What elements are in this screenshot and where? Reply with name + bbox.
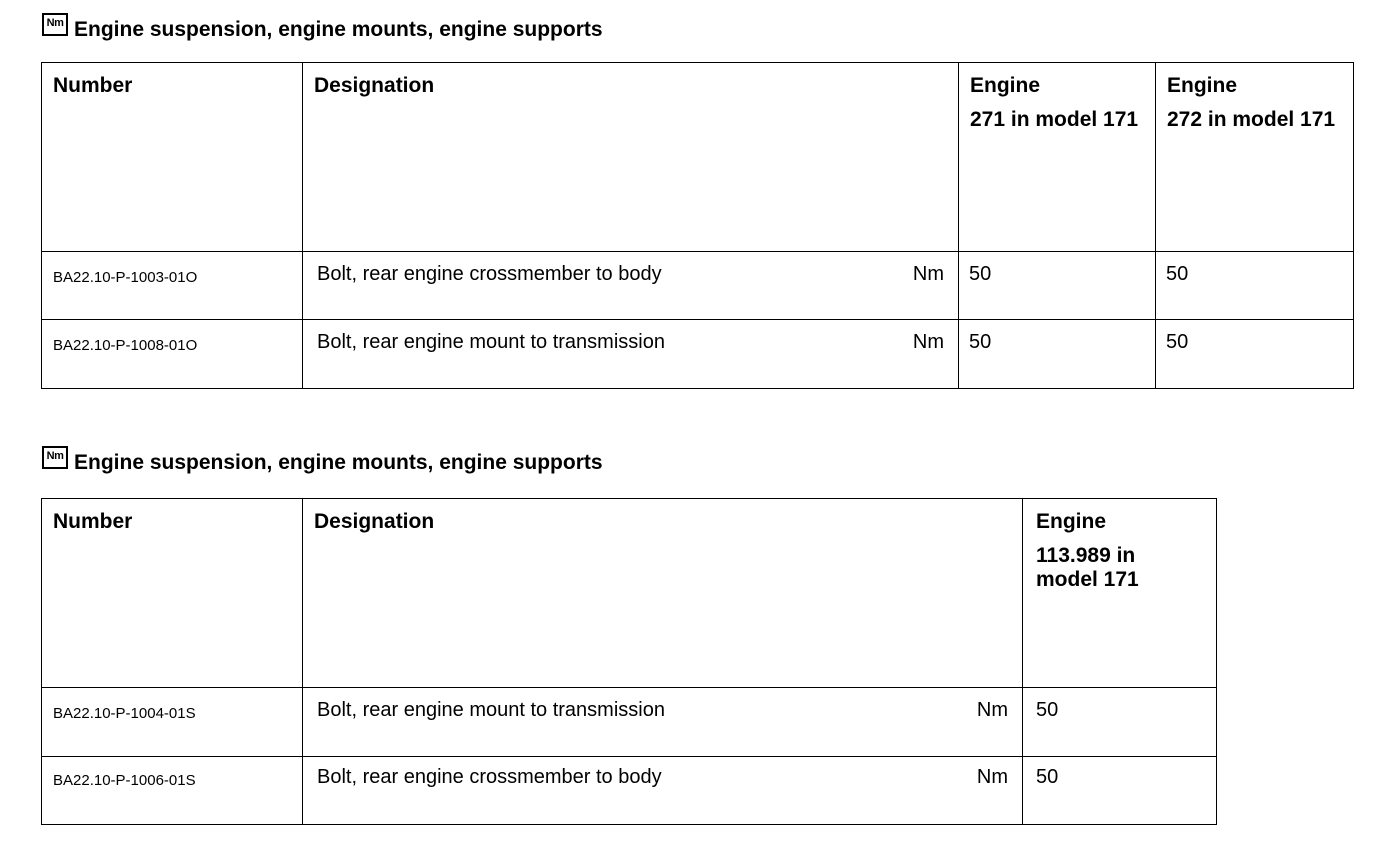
row-value-113989: 50 — [1023, 688, 1217, 757]
row-number: BA22.10-P-1006-01S — [42, 757, 303, 825]
table-header-row — [42, 499, 1217, 688]
unit-label: Nm — [912, 331, 944, 353]
row-designation: Bolt, rear engine mount to transmission Nm — [303, 688, 1023, 757]
row-designation: Bolt, rear engine crossmember to body Nm — [303, 757, 1023, 825]
header-designation: Designation — [303, 63, 959, 252]
section-2-title: Engine suspension, engine mounts, engine supports — [74, 451, 603, 474]
table-row — [42, 320, 1354, 389]
torque-table-2 — [41, 498, 1217, 825]
torque-nm-icon: Nm — [42, 446, 68, 469]
table-row — [42, 688, 1217, 757]
torque-table-1 — [41, 62, 1354, 389]
header-engine-272: Engine 272 in model 171 — [1156, 63, 1354, 252]
row-value-113989: 50 — [1023, 757, 1217, 825]
table-row — [42, 252, 1354, 320]
unit-label: Nm — [912, 263, 944, 285]
torque-nm-icon: Nm — [42, 13, 68, 36]
header-number: Number — [42, 499, 303, 688]
row-number: BA22.10-P-1004-01S — [42, 688, 303, 757]
row-value-272: 50 — [1156, 252, 1354, 320]
unit-label: Nm — [976, 766, 1008, 788]
row-designation: Bolt, rear engine crossmember to body Nm — [303, 252, 959, 320]
table-header-row — [42, 63, 1354, 252]
header-number: Number — [42, 63, 303, 252]
header-designation: Designation — [303, 499, 1023, 688]
section-1-title: Engine suspension, engine mounts, engine supports — [74, 18, 603, 41]
row-value-271: 50 — [959, 252, 1156, 320]
section-1-heading — [42, 13, 603, 43]
row-number: BA22.10-P-1003-01O — [42, 252, 303, 320]
section-2-heading — [42, 446, 603, 476]
table-row — [42, 757, 1217, 825]
unit-label: Nm — [976, 699, 1008, 721]
header-engine-113989: Engine 113.989 in model 171 — [1023, 499, 1217, 688]
header-engine-271: Engine 271 in model 171 — [959, 63, 1156, 252]
row-value-272: 50 — [1156, 320, 1354, 389]
row-number: BA22.10-P-1008-01O — [42, 320, 303, 389]
row-value-271: 50 — [959, 320, 1156, 389]
row-designation: Bolt, rear engine mount to transmission Nm — [303, 320, 959, 389]
